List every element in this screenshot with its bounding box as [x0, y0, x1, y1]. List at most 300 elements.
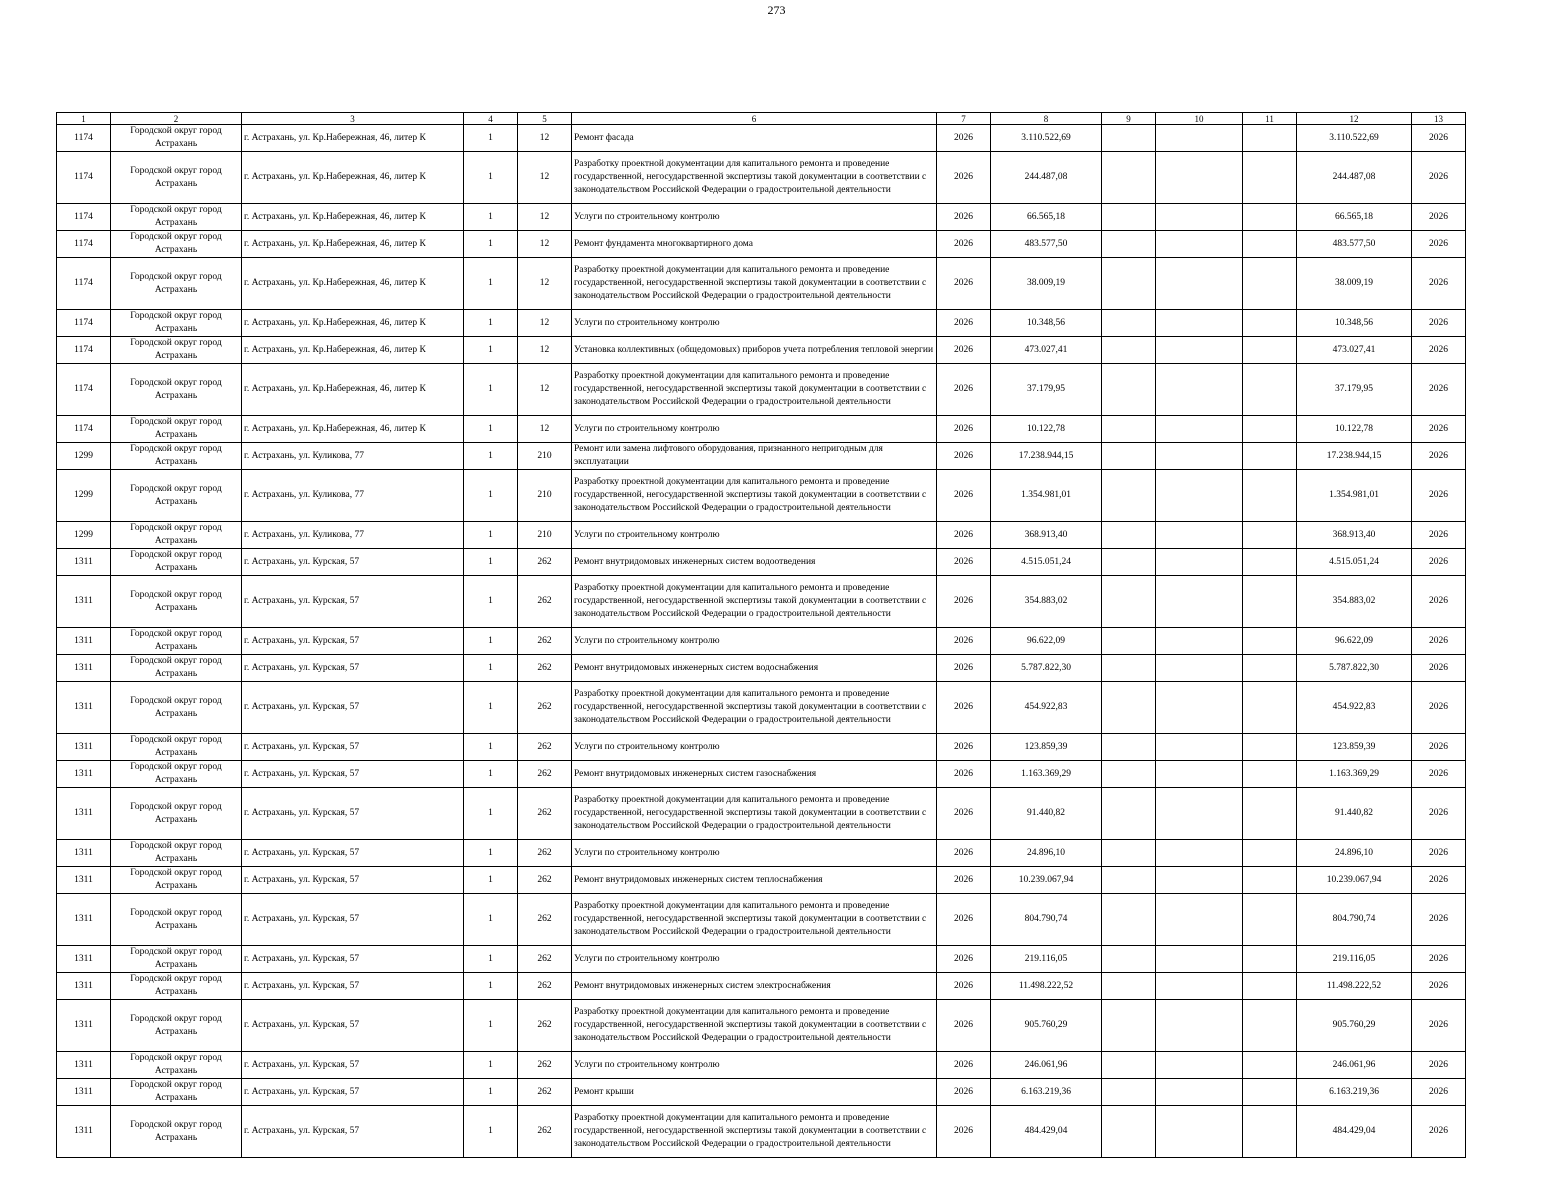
column-11-cell — [1243, 788, 1297, 840]
address-cell: г. Астрахань, ул. Курская, 57 — [242, 761, 464, 788]
column-4-cell: 1 — [464, 840, 518, 867]
column-4-cell: 1 — [464, 310, 518, 337]
column-9-cell — [1102, 655, 1156, 682]
work-type-cell: Услуги по строительному контролю — [572, 416, 937, 443]
row-id-cell: 1311 — [57, 682, 111, 734]
municipality-cell: Городской округ город Астрахань — [111, 1079, 242, 1106]
row-id-cell: 1311 — [57, 1106, 111, 1158]
work-type-cell: Разработку проектной документации для капитального ремонта и проведение государственной, негосударственной экспертизы такой документации в соответствии с законодательством Российской Федерации о градостроительной деятельности — [572, 364, 937, 416]
amount-cell: 11.498.222,52 — [991, 973, 1102, 1000]
table-row — [57, 258, 1466, 310]
total-amount-cell: 483.577,50 — [1297, 231, 1412, 258]
column-9-cell — [1102, 1052, 1156, 1079]
year-cell: 2026 — [937, 443, 991, 470]
column-11-cell — [1243, 894, 1297, 946]
column-9-cell — [1102, 337, 1156, 364]
year-cell: 2026 — [937, 337, 991, 364]
column-9-cell — [1102, 840, 1156, 867]
total-amount-cell: 3.110.522,69 — [1297, 125, 1412, 152]
row-id-cell: 1311 — [57, 628, 111, 655]
end-year-cell: 2026 — [1412, 973, 1466, 1000]
column-number: 7 — [937, 113, 991, 125]
column-9-cell — [1102, 258, 1156, 310]
work-type-cell: Услуги по строительному контролю — [572, 734, 937, 761]
row-id-cell: 1311 — [57, 1052, 111, 1079]
work-type-cell: Услуги по строительному контролю — [572, 204, 937, 231]
column-5-cell: 210 — [518, 443, 572, 470]
column-number: 5 — [518, 113, 572, 125]
total-amount-cell: 123.859,39 — [1297, 734, 1412, 761]
column-11-cell — [1243, 628, 1297, 655]
work-type-cell: Ремонт или замена лифтового оборудования, признанного непригодным для эксплуатации — [572, 443, 937, 470]
amount-cell: 66.565,18 — [991, 204, 1102, 231]
year-cell: 2026 — [937, 231, 991, 258]
amount-cell: 5.787.822,30 — [991, 655, 1102, 682]
end-year-cell: 2026 — [1412, 522, 1466, 549]
total-amount-cell: 6.163.219,36 — [1297, 1079, 1412, 1106]
row-id-cell: 1174 — [57, 416, 111, 443]
column-4-cell: 1 — [464, 443, 518, 470]
column-10-cell — [1156, 946, 1243, 973]
address-cell: г. Астрахань, ул. Курская, 57 — [242, 655, 464, 682]
table-row — [57, 310, 1466, 337]
address-cell: г. Астрахань, ул. Курская, 57 — [242, 788, 464, 840]
column-9-cell — [1102, 549, 1156, 576]
year-cell: 2026 — [937, 840, 991, 867]
column-5-cell: 210 — [518, 522, 572, 549]
column-number: 12 — [1297, 113, 1412, 125]
column-5-cell: 12 — [518, 416, 572, 443]
year-cell: 2026 — [937, 973, 991, 1000]
table-row — [57, 973, 1466, 1000]
column-5-cell: 262 — [518, 867, 572, 894]
column-9-cell — [1102, 1079, 1156, 1106]
column-5-cell: 262 — [518, 894, 572, 946]
total-amount-cell: 96.622,09 — [1297, 628, 1412, 655]
year-cell: 2026 — [937, 628, 991, 655]
column-4-cell: 1 — [464, 946, 518, 973]
end-year-cell: 2026 — [1412, 946, 1466, 973]
column-5-cell: 262 — [518, 734, 572, 761]
municipality-cell: Городской округ город Астрахань — [111, 894, 242, 946]
column-11-cell — [1243, 761, 1297, 788]
work-type-cell: Разработку проектной документации для капитального ремонта и проведение государственной, негосударственной экспертизы такой документации в соответствии с законодательством Российской Федерации о градостроительной деятельности — [572, 152, 937, 204]
work-type-cell: Ремонт внутридомовых инженерных систем электроснабжения — [572, 973, 937, 1000]
column-number: 4 — [464, 113, 518, 125]
column-4-cell: 1 — [464, 1052, 518, 1079]
column-9-cell — [1102, 867, 1156, 894]
end-year-cell: 2026 — [1412, 416, 1466, 443]
address-cell: г. Астрахань, ул. Курская, 57 — [242, 1079, 464, 1106]
page-number: 273 — [767, 3, 786, 17]
column-11-cell — [1243, 576, 1297, 628]
address-cell: г. Астрахань, ул. Курская, 57 — [242, 682, 464, 734]
end-year-cell: 2026 — [1412, 443, 1466, 470]
end-year-cell: 2026 — [1412, 204, 1466, 231]
table-row — [57, 761, 1466, 788]
column-11-cell — [1243, 258, 1297, 310]
year-cell: 2026 — [937, 761, 991, 788]
table-row — [57, 682, 1466, 734]
row-id-cell: 1311 — [57, 788, 111, 840]
column-number: 8 — [991, 113, 1102, 125]
column-10-cell — [1156, 152, 1243, 204]
total-amount-cell: 246.061,96 — [1297, 1052, 1412, 1079]
table-row — [57, 204, 1466, 231]
work-type-cell: Услуги по строительному контролю — [572, 522, 937, 549]
table-body — [57, 125, 1466, 1158]
column-5-cell: 262 — [518, 549, 572, 576]
year-cell: 2026 — [937, 470, 991, 522]
column-4-cell: 1 — [464, 761, 518, 788]
end-year-cell: 2026 — [1412, 310, 1466, 337]
row-id-cell: 1311 — [57, 576, 111, 628]
total-amount-cell: 11.498.222,52 — [1297, 973, 1412, 1000]
amount-cell: 96.622,09 — [991, 628, 1102, 655]
column-11-cell — [1243, 682, 1297, 734]
municipality-cell: Городской округ город Астрахань — [111, 549, 242, 576]
column-5-cell: 262 — [518, 946, 572, 973]
repair-plan-table — [56, 112, 1466, 1158]
column-11-cell — [1243, 364, 1297, 416]
total-amount-cell: 368.913,40 — [1297, 522, 1412, 549]
address-cell: г. Астрахань, ул. Кр.Набережная, 46, литер К — [242, 258, 464, 310]
work-type-cell: Услуги по строительному контролю — [572, 946, 937, 973]
municipality-cell: Городской округ город Астрахань — [111, 231, 242, 258]
end-year-cell: 2026 — [1412, 470, 1466, 522]
municipality-cell: Городской округ город Астрахань — [111, 761, 242, 788]
municipality-cell: Городской округ город Астрахань — [111, 788, 242, 840]
end-year-cell: 2026 — [1412, 655, 1466, 682]
column-10-cell — [1156, 1000, 1243, 1052]
table-row — [57, 416, 1466, 443]
table-row — [57, 549, 1466, 576]
column-4-cell: 1 — [464, 734, 518, 761]
table-row — [57, 470, 1466, 522]
address-cell: г. Астрахань, ул. Курская, 57 — [242, 628, 464, 655]
column-5-cell: 262 — [518, 576, 572, 628]
column-9-cell — [1102, 125, 1156, 152]
end-year-cell: 2026 — [1412, 840, 1466, 867]
row-id-cell: 1299 — [57, 522, 111, 549]
address-cell: г. Астрахань, ул. Курская, 57 — [242, 867, 464, 894]
row-id-cell: 1174 — [57, 204, 111, 231]
column-number: 6 — [572, 113, 937, 125]
year-cell: 2026 — [937, 152, 991, 204]
column-11-cell — [1243, 231, 1297, 258]
column-10-cell — [1156, 867, 1243, 894]
table-row — [57, 894, 1466, 946]
municipality-cell: Городской округ город Астрахань — [111, 125, 242, 152]
column-10-cell — [1156, 734, 1243, 761]
column-11-cell — [1243, 549, 1297, 576]
address-cell: г. Астрахань, ул. Кр.Набережная, 46, литер К — [242, 337, 464, 364]
column-10-cell — [1156, 973, 1243, 1000]
address-cell: г. Астрахань, ул. Кр.Набережная, 46, литер К — [242, 125, 464, 152]
amount-cell: 246.061,96 — [991, 1052, 1102, 1079]
column-5-cell: 262 — [518, 1106, 572, 1158]
column-9-cell — [1102, 204, 1156, 231]
column-10-cell — [1156, 231, 1243, 258]
work-type-cell: Разработку проектной документации для капитального ремонта и проведение государственной, негосударственной экспертизы такой документации в соответствии с законодательством Российской Федерации о градостроительной деятельности — [572, 470, 937, 522]
column-number: 3 — [242, 113, 464, 125]
end-year-cell: 2026 — [1412, 1079, 1466, 1106]
municipality-cell: Городской округ город Астрахань — [111, 204, 242, 231]
address-cell: г. Астрахань, ул. Курская, 57 — [242, 1000, 464, 1052]
column-5-cell: 262 — [518, 655, 572, 682]
column-10-cell — [1156, 840, 1243, 867]
column-5-cell: 12 — [518, 258, 572, 310]
column-5-cell: 12 — [518, 310, 572, 337]
total-amount-cell: 219.116,05 — [1297, 946, 1412, 973]
table-row — [57, 840, 1466, 867]
column-11-cell — [1243, 946, 1297, 973]
column-4-cell: 1 — [464, 204, 518, 231]
table-row — [57, 946, 1466, 973]
column-4-cell: 1 — [464, 1106, 518, 1158]
municipality-cell: Городской округ город Астрахань — [111, 682, 242, 734]
amount-cell: 473.027,41 — [991, 337, 1102, 364]
work-type-cell: Установка коллективных (общедомовых) приборов учета потребления тепловой энергии — [572, 337, 937, 364]
column-10-cell — [1156, 628, 1243, 655]
column-number: 1 — [57, 113, 111, 125]
column-10-cell — [1156, 522, 1243, 549]
total-amount-cell: 91.440,82 — [1297, 788, 1412, 840]
column-4-cell: 1 — [464, 416, 518, 443]
table-row — [57, 1079, 1466, 1106]
total-amount-cell: 905.760,29 — [1297, 1000, 1412, 1052]
address-cell: г. Астрахань, ул. Куликова, 77 — [242, 522, 464, 549]
column-9-cell — [1102, 310, 1156, 337]
municipality-cell: Городской округ город Астрахань — [111, 443, 242, 470]
column-9-cell — [1102, 761, 1156, 788]
municipality-cell: Городской округ город Астрахань — [111, 1106, 242, 1158]
year-cell: 2026 — [937, 576, 991, 628]
address-cell: г. Астрахань, ул. Кр.Набережная, 46, литер К — [242, 152, 464, 204]
column-5-cell: 262 — [518, 682, 572, 734]
column-number: 11 — [1243, 113, 1297, 125]
table-row — [57, 337, 1466, 364]
amount-cell: 37.179,95 — [991, 364, 1102, 416]
end-year-cell: 2026 — [1412, 549, 1466, 576]
column-10-cell — [1156, 364, 1243, 416]
row-id-cell: 1174 — [57, 152, 111, 204]
amount-cell: 91.440,82 — [991, 788, 1102, 840]
table-row — [57, 867, 1466, 894]
year-cell: 2026 — [937, 894, 991, 946]
total-amount-cell: 10.348,56 — [1297, 310, 1412, 337]
total-amount-cell: 484.429,04 — [1297, 1106, 1412, 1158]
row-id-cell: 1311 — [57, 894, 111, 946]
work-type-cell: Разработку проектной документации для капитального ремонта и проведение государственной, негосударственной экспертизы такой документации в соответствии с законодательством Российской Федерации о градостроительной деятельности — [572, 258, 937, 310]
total-amount-cell: 454.922,83 — [1297, 682, 1412, 734]
address-cell: г. Астрахань, ул. Курская, 57 — [242, 576, 464, 628]
amount-cell: 483.577,50 — [991, 231, 1102, 258]
year-cell: 2026 — [937, 125, 991, 152]
total-amount-cell: 37.179,95 — [1297, 364, 1412, 416]
amount-cell: 4.515.051,24 — [991, 549, 1102, 576]
work-type-cell: Разработку проектной документации для капитального ремонта и проведение государственной, негосударственной экспертизы такой документации в соответствии с законодательством Российской Федерации о градостроительной деятельности — [572, 576, 937, 628]
total-amount-cell: 17.238.944,15 — [1297, 443, 1412, 470]
row-id-cell: 1174 — [57, 125, 111, 152]
amount-cell: 484.429,04 — [991, 1106, 1102, 1158]
column-5-cell: 262 — [518, 1079, 572, 1106]
column-11-cell — [1243, 470, 1297, 522]
column-11-cell — [1243, 310, 1297, 337]
amount-cell: 3.110.522,69 — [991, 125, 1102, 152]
amount-cell: 24.896,10 — [991, 840, 1102, 867]
column-10-cell — [1156, 337, 1243, 364]
municipality-cell: Городской округ город Астрахань — [111, 416, 242, 443]
column-9-cell — [1102, 1106, 1156, 1158]
column-10-cell — [1156, 576, 1243, 628]
total-amount-cell: 804.790,74 — [1297, 894, 1412, 946]
column-9-cell — [1102, 443, 1156, 470]
address-cell: г. Астрахань, ул. Курская, 57 — [242, 946, 464, 973]
column-11-cell — [1243, 204, 1297, 231]
column-4-cell: 1 — [464, 1079, 518, 1106]
column-5-cell: 12 — [518, 337, 572, 364]
end-year-cell: 2026 — [1412, 734, 1466, 761]
municipality-cell: Городской округ город Астрахань — [111, 628, 242, 655]
amount-cell: 804.790,74 — [991, 894, 1102, 946]
year-cell: 2026 — [937, 734, 991, 761]
amount-cell: 905.760,29 — [991, 1000, 1102, 1052]
end-year-cell: 2026 — [1412, 867, 1466, 894]
work-type-cell: Разработку проектной документации для капитального ремонта и проведение государственной, негосударственной экспертизы такой документации в соответствии с законодательством Российской Федерации о градостроительной деятельности — [572, 1000, 937, 1052]
amount-cell: 123.859,39 — [991, 734, 1102, 761]
total-amount-cell: 354.883,02 — [1297, 576, 1412, 628]
table-row — [57, 364, 1466, 416]
row-id-cell: 1311 — [57, 946, 111, 973]
column-10-cell — [1156, 761, 1243, 788]
year-cell: 2026 — [937, 258, 991, 310]
amount-cell: 1.354.981,01 — [991, 470, 1102, 522]
column-10-cell — [1156, 682, 1243, 734]
municipality-cell: Городской округ город Астрахань — [111, 522, 242, 549]
amount-cell: 354.883,02 — [991, 576, 1102, 628]
municipality-cell: Городской округ город Астрахань — [111, 152, 242, 204]
end-year-cell: 2026 — [1412, 1000, 1466, 1052]
row-id-cell: 1174 — [57, 310, 111, 337]
year-cell: 2026 — [937, 1000, 991, 1052]
column-4-cell: 1 — [464, 655, 518, 682]
column-11-cell — [1243, 125, 1297, 152]
year-cell: 2026 — [937, 1106, 991, 1158]
column-9-cell — [1102, 628, 1156, 655]
column-4-cell: 1 — [464, 549, 518, 576]
column-number: 2 — [111, 113, 242, 125]
column-10-cell — [1156, 310, 1243, 337]
end-year-cell: 2026 — [1412, 1052, 1466, 1079]
amount-cell: 219.116,05 — [991, 946, 1102, 973]
work-type-cell: Разработку проектной документации для капитального ремонта и проведение государственной, негосударственной экспертизы такой документации в соответствии с законодательством Российской Федерации о градостроительной деятельности — [572, 682, 937, 734]
column-4-cell: 1 — [464, 894, 518, 946]
column-11-cell — [1243, 1000, 1297, 1052]
column-5-cell: 262 — [518, 840, 572, 867]
column-11-cell — [1243, 443, 1297, 470]
row-id-cell: 1311 — [57, 734, 111, 761]
end-year-cell: 2026 — [1412, 1106, 1466, 1158]
total-amount-cell: 4.515.051,24 — [1297, 549, 1412, 576]
address-cell: г. Астрахань, ул. Курская, 57 — [242, 894, 464, 946]
table-row — [57, 1106, 1466, 1158]
amount-cell: 10.348,56 — [991, 310, 1102, 337]
column-5-cell: 12 — [518, 152, 572, 204]
table-row — [57, 734, 1466, 761]
address-cell: г. Астрахань, ул. Кр.Набережная, 46, литер К — [242, 364, 464, 416]
amount-cell: 6.163.219,36 — [991, 1079, 1102, 1106]
row-id-cell: 1311 — [57, 1000, 111, 1052]
column-9-cell — [1102, 416, 1156, 443]
year-cell: 2026 — [937, 416, 991, 443]
work-type-cell: Разработку проектной документации для капитального ремонта и проведение государственной, негосударственной экспертизы такой документации в соответствии с законодательством Российской Федерации о градостроительной деятельности — [572, 788, 937, 840]
table-row — [57, 231, 1466, 258]
row-id-cell: 1311 — [57, 549, 111, 576]
work-type-cell: Ремонт фасада — [572, 125, 937, 152]
column-11-cell — [1243, 337, 1297, 364]
row-id-cell: 1311 — [57, 973, 111, 1000]
address-cell: г. Астрахань, ул. Кр.Набережная, 46, литер К — [242, 204, 464, 231]
municipality-cell: Городской округ город Астрахань — [111, 840, 242, 867]
end-year-cell: 2026 — [1412, 364, 1466, 416]
column-11-cell — [1243, 655, 1297, 682]
year-cell: 2026 — [937, 867, 991, 894]
table-row — [57, 125, 1466, 152]
column-4-cell: 1 — [464, 522, 518, 549]
column-4-cell: 1 — [464, 973, 518, 1000]
work-type-cell: Ремонт внутридомовых инженерных систем водоснабжения — [572, 655, 937, 682]
work-type-cell: Ремонт внутридомовых инженерных систем газоснабжения — [572, 761, 937, 788]
column-5-cell: 210 — [518, 470, 572, 522]
year-cell: 2026 — [937, 549, 991, 576]
address-cell: г. Астрахань, ул. Кр.Набережная, 46, литер К — [242, 416, 464, 443]
work-type-cell: Ремонт внутридомовых инженерных систем водоотведения — [572, 549, 937, 576]
end-year-cell: 2026 — [1412, 576, 1466, 628]
address-cell: г. Астрахань, ул. Курская, 57 — [242, 1052, 464, 1079]
column-5-cell: 262 — [518, 788, 572, 840]
column-11-cell — [1243, 734, 1297, 761]
column-4-cell: 1 — [464, 867, 518, 894]
table-row — [57, 1052, 1466, 1079]
total-amount-cell: 473.027,41 — [1297, 337, 1412, 364]
municipality-cell: Городской округ город Астрахань — [111, 337, 242, 364]
amount-cell: 244.487,08 — [991, 152, 1102, 204]
table-row — [57, 522, 1466, 549]
total-amount-cell: 24.896,10 — [1297, 840, 1412, 867]
work-type-cell: Разработку проектной документации для капитального ремонта и проведение государственной, негосударственной экспертизы такой документации в соответствии с законодательством Российской Федерации о градостроительной деятельности — [572, 1106, 937, 1158]
column-4-cell: 1 — [464, 682, 518, 734]
end-year-cell: 2026 — [1412, 125, 1466, 152]
row-id-cell: 1174 — [57, 231, 111, 258]
end-year-cell: 2026 — [1412, 894, 1466, 946]
column-11-cell — [1243, 416, 1297, 443]
municipality-cell: Городской округ город Астрахань — [111, 867, 242, 894]
year-cell: 2026 — [937, 364, 991, 416]
work-type-cell: Услуги по строительному контролю — [572, 1052, 937, 1079]
end-year-cell: 2026 — [1412, 788, 1466, 840]
column-4-cell: 1 — [464, 231, 518, 258]
municipality-cell: Городской округ город Астрахань — [111, 1052, 242, 1079]
municipality-cell: Городской округ город Астрахань — [111, 576, 242, 628]
column-11-cell — [1243, 152, 1297, 204]
end-year-cell: 2026 — [1412, 152, 1466, 204]
column-10-cell — [1156, 894, 1243, 946]
column-11-cell — [1243, 1052, 1297, 1079]
column-5-cell: 262 — [518, 628, 572, 655]
column-10-cell — [1156, 655, 1243, 682]
municipality-cell: Городской округ город Астрахань — [111, 1000, 242, 1052]
